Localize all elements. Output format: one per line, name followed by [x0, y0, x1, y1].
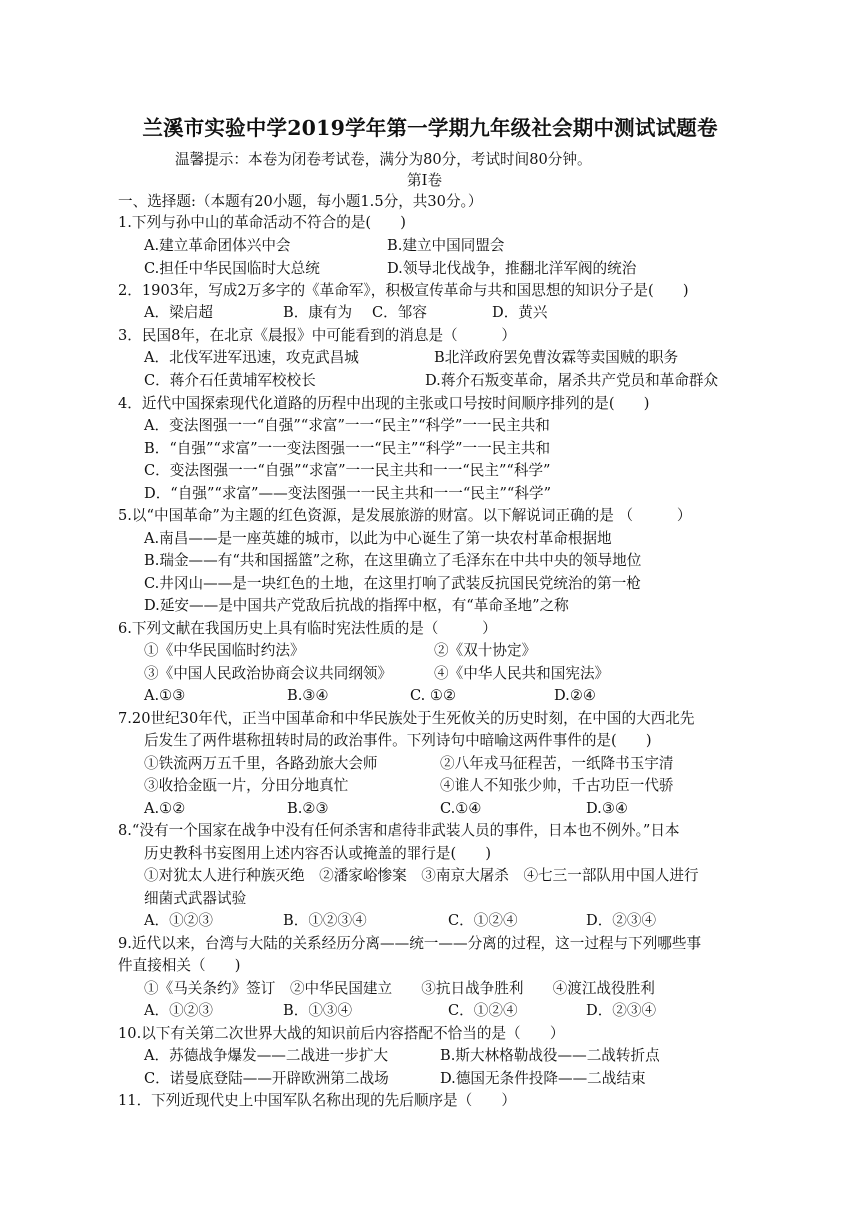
question-9-stem-cont: 件直接相关（ ): [118, 957, 241, 974]
question-10-option-d: D.德国无条件投降——二战结束: [440, 1070, 646, 1087]
question-2-stem: 2．1903年，写成2万多字的《革命军》，积极宣传革命与共和国思想的知识分子是( ): [118, 282, 689, 299]
question-7-item-4: ④谁人不知张少帅，千古功臣一代骄: [440, 777, 674, 794]
question-10-option-b: B.斯大林格勒战役——二战转折点: [440, 1047, 660, 1064]
question-1-stem: 1.下列与孙中山的革命活动不符合的是( ): [118, 214, 407, 231]
question-5-option-c: C.井冈山——是一块红色的土地，在这里打响了武装反抗国民党统治的第一枪: [144, 575, 641, 592]
question-7-option-a: A.①②: [144, 800, 186, 817]
section-heading: 一、选择题:（本题有20小题，每小题1.5分，共30分。）: [118, 193, 483, 210]
page-title: 兰溪市实验中学2019学年第一学期九年级社会期中测试试题卷: [142, 116, 718, 140]
question-8-items: ①对犹太人进行种族灭绝 ②潘家峪惨案 ③南京大屠杀 ④七三一部队用中国人进行: [144, 867, 699, 884]
question-10-stem: 10.以下有关第二次世界大战的知识前后内容搭配不恰当的是（ ）: [118, 1025, 565, 1042]
question-8-option-a: A．①②③: [144, 912, 213, 929]
question-1-option-b: B.建立中国同盟会: [387, 237, 505, 254]
question-9-option-b: B．①③④: [283, 1002, 353, 1019]
question-7-item-3: ③收拾金瓯一片，分田分地真忙: [144, 777, 349, 794]
question-4-option-b: B．“自强”“求富”一一变法图强一一“民主”“科学”一一民主共和: [144, 440, 551, 457]
question-9-items: ①《马关条约》签订 ②中华民国建立 ③抗日战争胜利 ④渡江战役胜利: [144, 980, 655, 997]
exam-notice: 温馨提示：本卷为闭卷考试卷，满分为80分，考试时间80分钟。: [175, 151, 592, 168]
question-4-option-a: A．变法图强一一“自强”“求富”一一“民主”“科学”一一民主共和: [144, 417, 550, 434]
question-5-option-d: D.延安——是中国共产党敌后抗战的指挥中枢，有“革命圣地”之称: [144, 597, 569, 614]
question-6-option-b: B.③④: [287, 687, 329, 704]
question-6-option-c: C. ①②: [410, 687, 457, 704]
question-9-option-a: A．①②③: [144, 1002, 213, 1019]
question-8-option-b: B．①②③④: [283, 912, 367, 929]
question-11-stem: 11．下列近现代史上中国军队名称出现的先后顺序是（ ）: [118, 1092, 517, 1109]
question-7-option-b: B.②③: [287, 800, 329, 817]
question-3-stem: 3．民国8年，在北京《晨报》中可能看到的消息是（ ）: [118, 327, 517, 344]
question-1-option-d: D.领导北伐战争，推翻北洋军阀的统治: [387, 260, 637, 277]
question-3-option-c: C．蒋介石任黄埔军校校长: [144, 372, 316, 389]
question-6-item-2: ②《双十协定》: [434, 642, 537, 659]
question-8-stem: 8.“没有一个国家在战争中没有任何杀害和虐待非武装人员的事件，日本也不例外。”日本: [118, 822, 680, 839]
volume-heading: 第Ⅰ卷: [407, 172, 442, 189]
question-9-option-d: D．②③④: [586, 1002, 657, 1019]
question-7-item-2: ②八年戎马征程苦，一纸降书玉宇清: [440, 755, 674, 772]
question-7-item-1: ①铁流两万五千里，各路劲旅大会师: [144, 755, 378, 772]
question-4-stem: 4．近代中国探索现代化道路的历程中出现的主张或口号按时间顺序排列的是( ): [118, 395, 650, 412]
question-4-option-d: D．“自强”“求富”——变法图强一一民主共和一一“民主”“科学”: [144, 485, 552, 502]
question-1-option-a: A.建立革命团体兴中会: [144, 237, 291, 254]
question-5-stem: 5.以“中国革命”为主题的红色资源，是发展旅游的财富。以下解说词正确的是 （ ）: [118, 507, 692, 524]
question-6-item-1: ①《中华民国临时约法》: [144, 642, 305, 659]
question-9-stem: 9.近代以来，台湾与大陆的关系经历分离——统一——分离的过程，这一过程与下列哪些事: [118, 935, 702, 952]
question-7-stem-cont: 后发生了两件堪称扭转时局的政治事件。下列诗句中暗喻这两件事件的是( ): [144, 732, 652, 749]
question-3-option-b: B北洋政府罢免曹汝霖等卖国贼的职务: [434, 349, 679, 366]
question-6-item-3: ③《中国人民政治协商会议共同纲领》: [144, 665, 393, 682]
question-2-option-d: D．黄兴: [492, 304, 548, 321]
question-7-option-d: D.③④: [586, 800, 628, 817]
question-8-option-c: C．①②④: [448, 912, 518, 929]
question-7-option-c: C.①④: [440, 800, 482, 817]
question-1-option-c: C.担任中华民国临时大总统: [144, 260, 320, 277]
question-3-option-a: A．北伐军进军迅速，攻克武昌城: [144, 349, 359, 366]
question-2-option-a: A．梁启超: [144, 304, 213, 321]
question-6-item-4: ④《中华人民共和国宪法》: [434, 665, 610, 682]
question-6-option-d: D.②④: [554, 687, 596, 704]
question-6-option-a: A.①③: [144, 687, 186, 704]
question-4-option-c: C．变法图强一一“自强”“求富”一一民主共和一一“民主”“科学”: [144, 462, 551, 479]
question-10-option-a: A．苏德战争爆发——二战进一步扩大: [144, 1047, 389, 1064]
question-5-option-a: A.南昌——是一座英雄的城市，以此为中心诞生了第一块农村革命根据地: [144, 530, 612, 547]
question-8-items-cont: 细菌式武器试验: [144, 890, 247, 907]
question-2-option-c: C．邹容: [372, 304, 427, 321]
question-3-option-d: D.蒋介石叛变革命，屠杀共产党员和革命群众: [425, 372, 719, 389]
question-10-option-c: C．诺曼底登陆——开辟欧洲第二战场: [144, 1070, 389, 1087]
question-2-option-b: B．康有为: [283, 304, 353, 321]
question-8-stem-cont: 历史教科书妄图用上述内容否认或掩盖的罪行是( ): [144, 845, 492, 862]
question-8-option-d: D．②③④: [586, 912, 657, 929]
question-7-stem: 7.20世纪30年代，正当中国革命和中华民族处于生死攸关的历史时刻，在中国的大西北先: [118, 710, 695, 727]
question-9-option-c: C．①②④: [448, 1002, 518, 1019]
question-6-stem: 6.下列文献在我国历史上具有临时宪法性质的是（ ）: [118, 620, 497, 637]
question-5-option-b: B.瑞金——有“共和国摇篮”之称，在这里确立了毛泽东在中共中央的领导地位: [144, 552, 642, 569]
